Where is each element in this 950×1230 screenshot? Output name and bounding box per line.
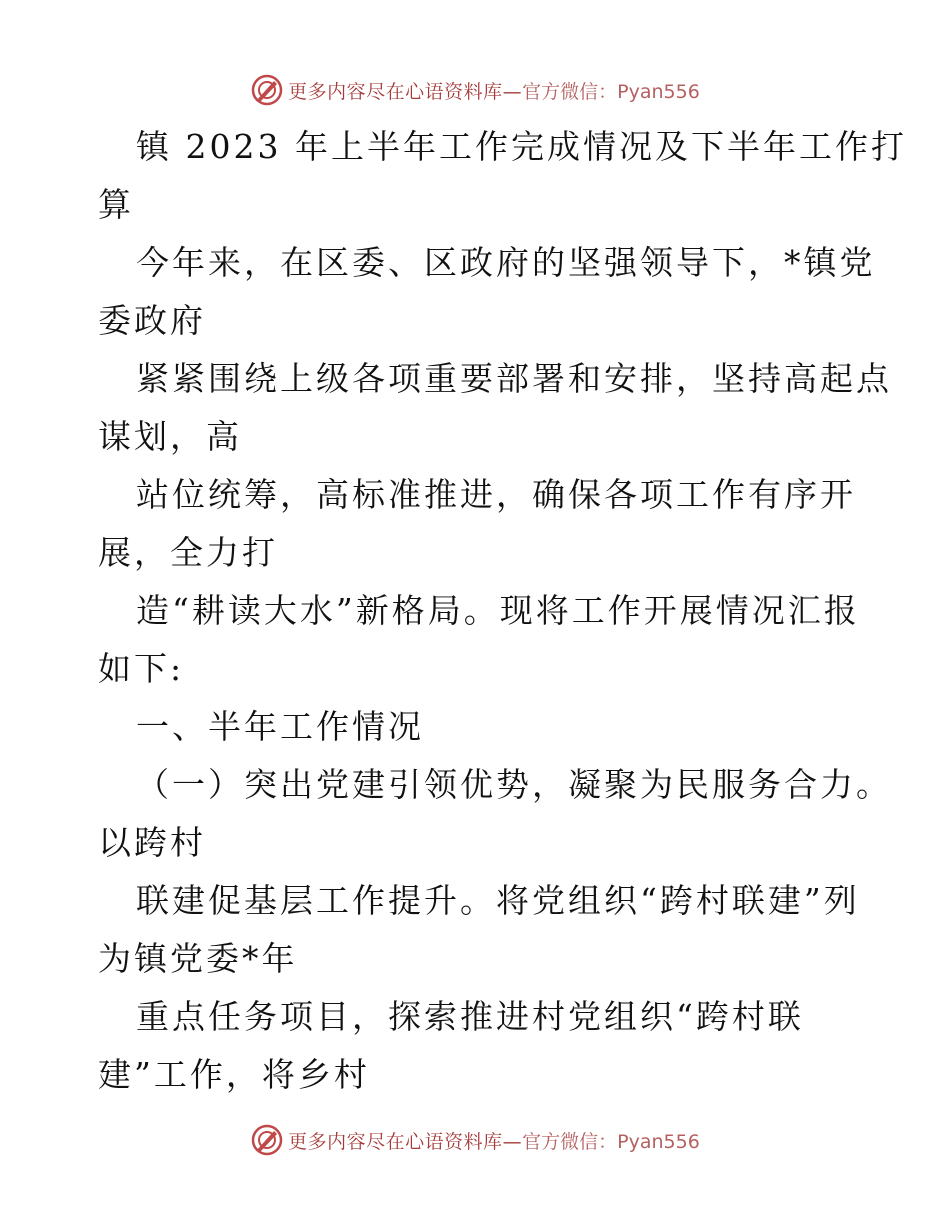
doc-line-8: 展，全力打: [98, 533, 278, 572]
doc-line-7: 站位统筹，高标准推进，确保各项工作有序开: [136, 475, 856, 514]
doc-line-6: 谋划，高: [98, 417, 242, 456]
quill-logo-icon: [250, 73, 284, 107]
doc-line-2: 算: [98, 185, 134, 224]
header-banner-wechat: 官方微信：Pyan556: [522, 80, 700, 103]
footer-banner: [0, 1120, 950, 1160]
doc-line-15: 为镇党委*年: [98, 939, 298, 978]
doc-line-1: 镇 2023 年上半年工作完成情况及下半年工作打: [136, 127, 907, 166]
doc-line-17: 建”工作，将乡村: [98, 1055, 370, 1094]
doc-line-5: 紧紧围绕上级各项重要部署和安排，坚持高起点: [136, 359, 892, 398]
header-banner: [0, 70, 950, 110]
doc-line-4: 委政府: [98, 301, 206, 340]
doc-line-9: 造“耕读大水”新格局。现将工作开展情况汇报: [136, 591, 860, 630]
quill-logo-icon: [250, 1123, 284, 1157]
doc-line-11: 一、半年工作情况: [136, 707, 424, 746]
document-body: [98, 118, 907, 1104]
doc-line-13: 以跨村: [98, 823, 206, 862]
doc-line-12: （一）突出党建引领优势，凝聚为民服务合力。: [136, 765, 892, 804]
header-banner-text: 更多内容尽在心语资料库—: [288, 80, 523, 103]
footer-banner-wechat: 官方微信：Pyan556: [522, 1130, 700, 1153]
doc-line-3: 今年来，在区委、区政府的坚强领导下，*镇党: [136, 243, 876, 282]
footer-banner-text: 更多内容尽在心语资料库—: [288, 1130, 523, 1153]
doc-line-16: 重点任务项目，探索推进村党组织“跨村联: [136, 997, 804, 1036]
doc-line-10: 如下:: [98, 649, 185, 688]
doc-line-14: 联建促基层工作提升。将党组织“跨村联建”列: [136, 881, 860, 920]
